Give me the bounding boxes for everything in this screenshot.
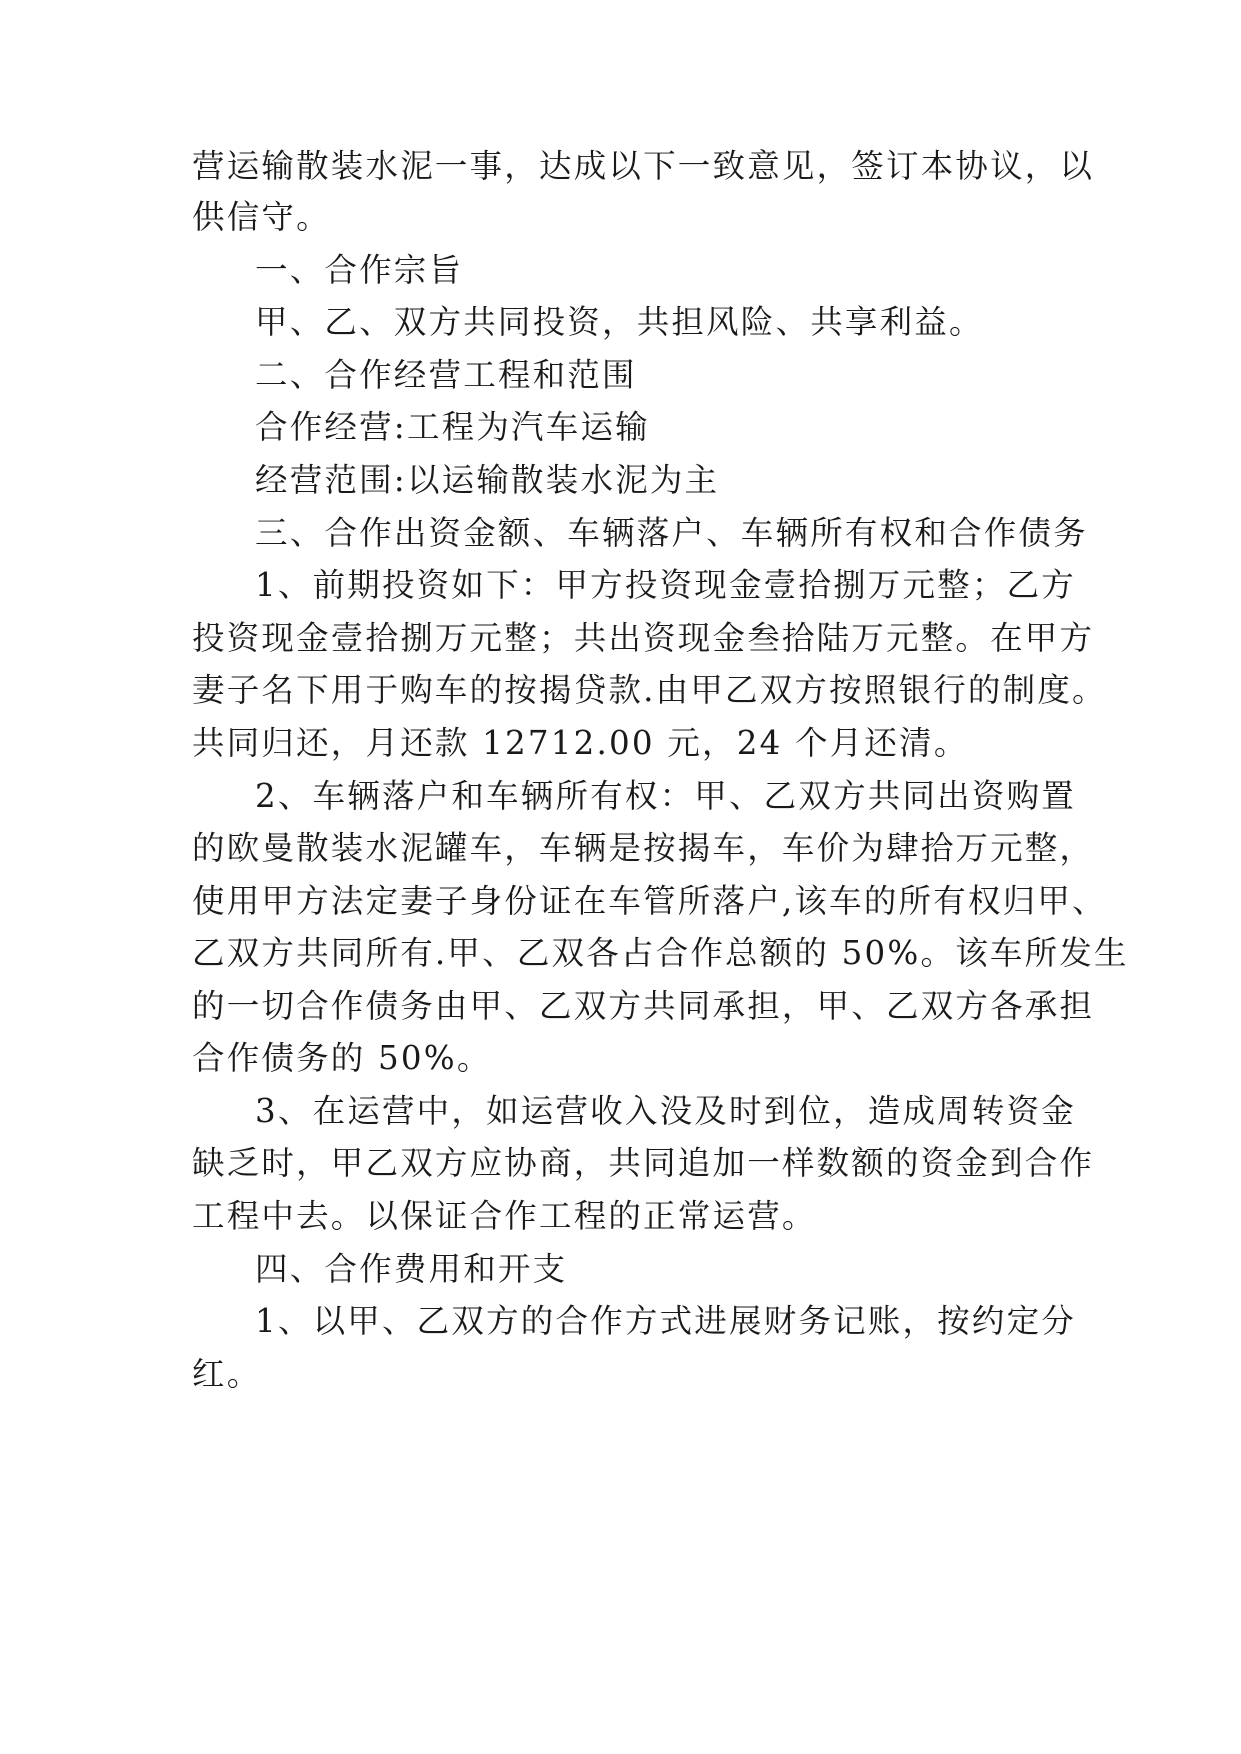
text-line: 营运输散装水泥一事，达成以下一致意见，签订本协议，以 [192, 147, 1095, 185]
text-line: 妻子名下用于购车的按揭贷款.由甲乙双方按照银行的制度。 [192, 671, 1107, 709]
text-line: 共同归还，月还款 12712.00 元，24 个月还清。 [192, 724, 969, 762]
section-heading: 一、合作宗旨 [255, 251, 464, 289]
text-line: 的欧曼散装水泥罐车，车辆是按揭车，车价为肆拾万元整， [192, 829, 1095, 867]
text-line: 使用甲方法定妻子身份证在车管所落户,该车的所有权归甲、 [192, 882, 1107, 920]
text-line: 工程中去。以保证合作工程的正常运营。 [192, 1197, 817, 1235]
section-heading: 二、合作经营工程和范围 [255, 356, 637, 394]
text-line: 经营范围:以运输散装水泥为主 [255, 461, 720, 499]
text-line: 红。 [192, 1355, 262, 1393]
text-line: 投资现金壹拾捌万元整；共出资现金叁拾陆万元整。在甲方 [192, 619, 1095, 657]
section-heading: 三、合作出资金额、车辆落户、车辆所有权和合作债务 [255, 514, 1088, 552]
text-line: 3、在运营中，如运营收入没及时到位，造成周转资金 [255, 1092, 1076, 1130]
section-heading: 四、合作费用和开支 [255, 1250, 568, 1288]
text-line: 合作债务的 50%。 [192, 1039, 492, 1077]
text-line: 合作经营:工程为汽车运输 [255, 408, 650, 446]
text-line: 的一切合作债务由甲、乙双方共同承担，甲、乙双方各承担 [192, 987, 1095, 1025]
text-line: 供信守。 [192, 198, 331, 236]
text-line: 1、前期投资如下：甲方投资现金壹拾捌万元整；乙方 [255, 566, 1076, 604]
text-line: 乙双方共同所有.甲、乙双各占合作总额的 50%。该车所发生 [192, 934, 1129, 972]
text-line: 甲、乙、双方共同投资，共担风险、共享利益。 [255, 303, 984, 341]
text-line: 2、车辆落户和车辆所有权：甲、乙双方共同出资购置 [255, 777, 1076, 815]
text-line: 1、以甲、乙双方的合作方式进展财务记账，按约定分 [255, 1302, 1076, 1340]
text-line: 缺乏时，甲乙双方应协商，共同追加一样数额的资金到合作 [192, 1144, 1095, 1182]
